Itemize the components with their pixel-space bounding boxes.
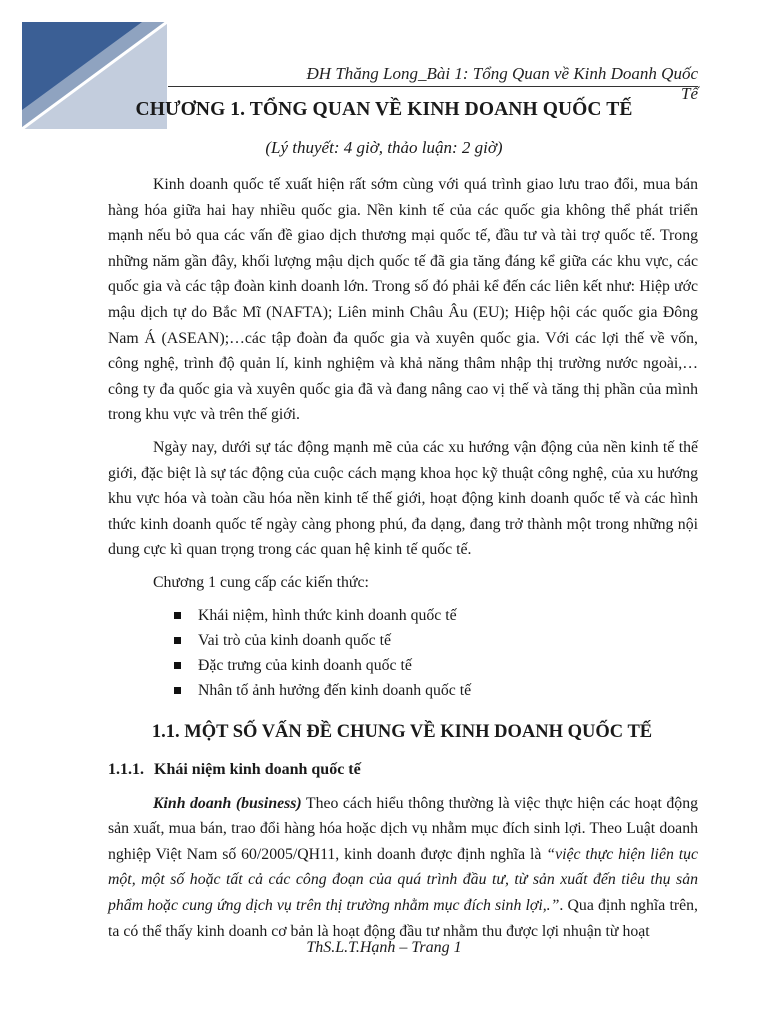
subsection-title: Khái niệm kinh doanh quốc tế: [154, 760, 361, 778]
section-heading: 1.1. MỘT SỐ VẤN ĐỀ CHUNG VỀ KINH DOANH QUỐC TẾ: [151, 721, 653, 742]
square-bullet-icon: [174, 687, 181, 694]
paragraph-chapter-scope: Chương 1 cung cấp các kiến thức:: [153, 573, 369, 591]
law-quote: “việc thực hiện liên tục một, một số hoặc tất cả các công đoạn của quá trình đầu tư, từ sản xuất đến tiêu thụ sản phẩm hoặc cung ứng dịch vụ trên thị trường nhằm mục đích sinh lợi,.”: [108, 845, 699, 915]
square-bullet-icon: [174, 662, 181, 669]
square-bullet-icon: [174, 637, 181, 644]
list-item-text: Đặc trưng của kinh doanh quốc tế: [198, 657, 412, 675]
list-item-text: Khái niệm, hình thức kinh doanh quốc tế: [198, 606, 457, 624]
list-item: [174, 653, 698, 678]
topic-list: [108, 603, 698, 704]
paragraph-definition: [108, 791, 698, 945]
definition-text: Theo cách hiểu thông thường là việc thực hiện các hoạt động sản xuất, mua bán, trao đổi hàng hóa hoặc dịch vụ nhằm mục đích sinh lợi. Theo Luật doanh nghiệp Việt Nam số 60/2005/QH11, kinh doanh được định nghĩa là: [108, 794, 698, 863]
chapter-title: CHƯƠNG 1. TỔNG QUAN VỀ KINH DOANH QUỐC TẾ: [135, 99, 633, 120]
square-bullet-icon: [174, 612, 181, 619]
list-item-text: Vai trò của kinh doanh quốc tế: [198, 631, 392, 649]
chapter-subtitle: (Lý thuyết: 4 giờ, thảo luận: 2 giờ): [265, 138, 503, 157]
subsection-heading: [108, 757, 698, 783]
subsection-number: 1.1.1.: [108, 760, 144, 778]
list-item: [174, 678, 698, 703]
header-divider: [168, 86, 698, 87]
definition-continuation: . Qua định nghĩa trên, ta có thể thấy kinh doanh cơ bản là hoạt động đầu tư nhằm thu được lợi nhuận từ hoạt: [108, 897, 698, 940]
list-item: [174, 628, 698, 653]
list-item-text: Nhân tố ảnh hưởng đến kinh doanh quốc tế: [198, 682, 472, 700]
page-footer: ThS.L.T.Hạnh – Trang 1: [306, 939, 462, 956]
defined-term: Kinh doanh (business): [153, 794, 302, 812]
paragraph-intro: Kinh doanh quốc tế xuất hiện rất sớm cùng với quá trình giao lưu trao đổi, mua bán hàng hóa giữa hai hay nhiều quốc gia. Nền kinh tế của các quốc gia không thể phát triển mạnh nếu bỏ qua các vấn đề giao dịch thương mại quốc tế, đầu tư và tài trợ quốc tế. Trong những năm gần đây, khối lượng mậu dịch quốc tế đã gia tăng đáng kể giữa các khu vực, các quốc gia và các tập đoàn kinh doanh lớn. Trong số đó phải kể đến các liên kết như: Hiệp ước mậu dịch tự do Bắc Mĩ (NAFTA); Liên minh Châu Âu (EU); Hiệp hội các quốc gia Đông Nam Á (ASEAN);…các tập đoàn đa quốc gia và xuyên quốc gia. Với các lợi thế về vốn, công nghệ, trình độ quản lí, kinh nghiệm và khả năng thâm nhập thị trường nước ngoài,…công ty đa quốc gia và xuyên quốc gia đã và đang nâng cao vị thế và tăng thị phần của mình trong khu vực và trên thế giới.: [108, 176, 698, 424]
running-header: ĐH Thăng Long_Bài 1: Tổng Quan về Kinh Doanh Quốc Tế: [306, 64, 698, 103]
list-item: [174, 603, 698, 628]
paragraph-trends: Ngày nay, dưới sự tác động mạnh mẽ của các xu hướng vận động của nền kinh tế thế giới, đặc biệt là sự tác động của cuộc cách mạng khoa học kỹ thuật công nghệ, của xu hướng khu vực hóa và toàn cầu hóa nền kinh tế thế giới, hoạt động kinh doanh quốc tế và các hình thức kinh doanh quốc tế ngày càng phong phú, đa dạng, đang trở thành một trong những nội dung cực kì quan trọng trong các quan hệ kinh tế quốc tế.: [108, 438, 698, 559]
document-body: [108, 172, 698, 944]
